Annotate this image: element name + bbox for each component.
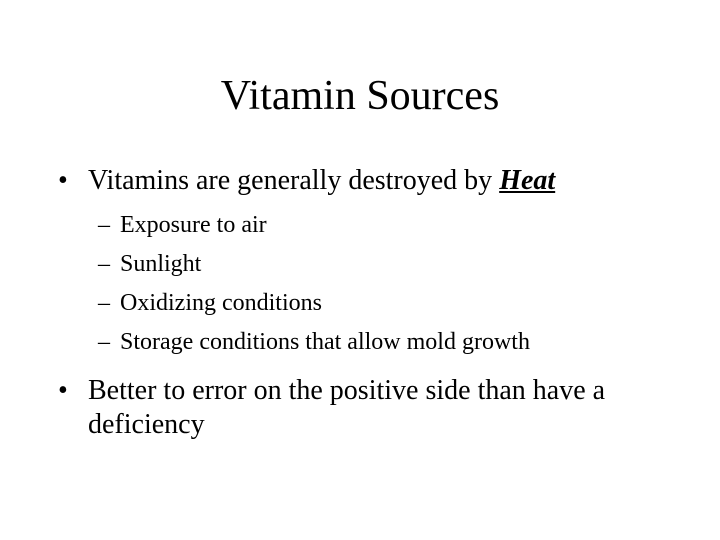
sub-bullet-item (98, 323, 698, 362)
sub-bullet-text: Storage conditions that allow mold growth (120, 329, 530, 355)
sub-bullet-text: Oxidizing conditions (120, 290, 322, 316)
bullet-emphasis: Heat (499, 165, 556, 196)
sub-bullet-item (98, 245, 698, 284)
sub-bullet-list (98, 206, 698, 362)
bullet-text: Better to error on the positive side than have a deficiency (88, 375, 606, 440)
sub-bullet-item (98, 284, 698, 323)
sub-bullet-text: Sunlight (120, 251, 202, 277)
sub-bullet-item (98, 206, 698, 245)
bullet-marker: • (58, 165, 68, 196)
sub-bullet-marker: – (98, 212, 110, 238)
bullet-item (58, 164, 708, 198)
sub-bullet-text: Exposure to air (120, 212, 267, 238)
bullet-text: Vitamins are generally destroyed by (88, 165, 500, 196)
bullet-marker: • (58, 375, 68, 406)
sub-bullet-marker: – (98, 251, 110, 277)
sub-bullet-marker: – (98, 290, 110, 316)
slide-title: Vitamin Sources (220, 73, 500, 119)
bullet-item (58, 374, 708, 442)
sub-bullet-marker: – (98, 329, 110, 355)
